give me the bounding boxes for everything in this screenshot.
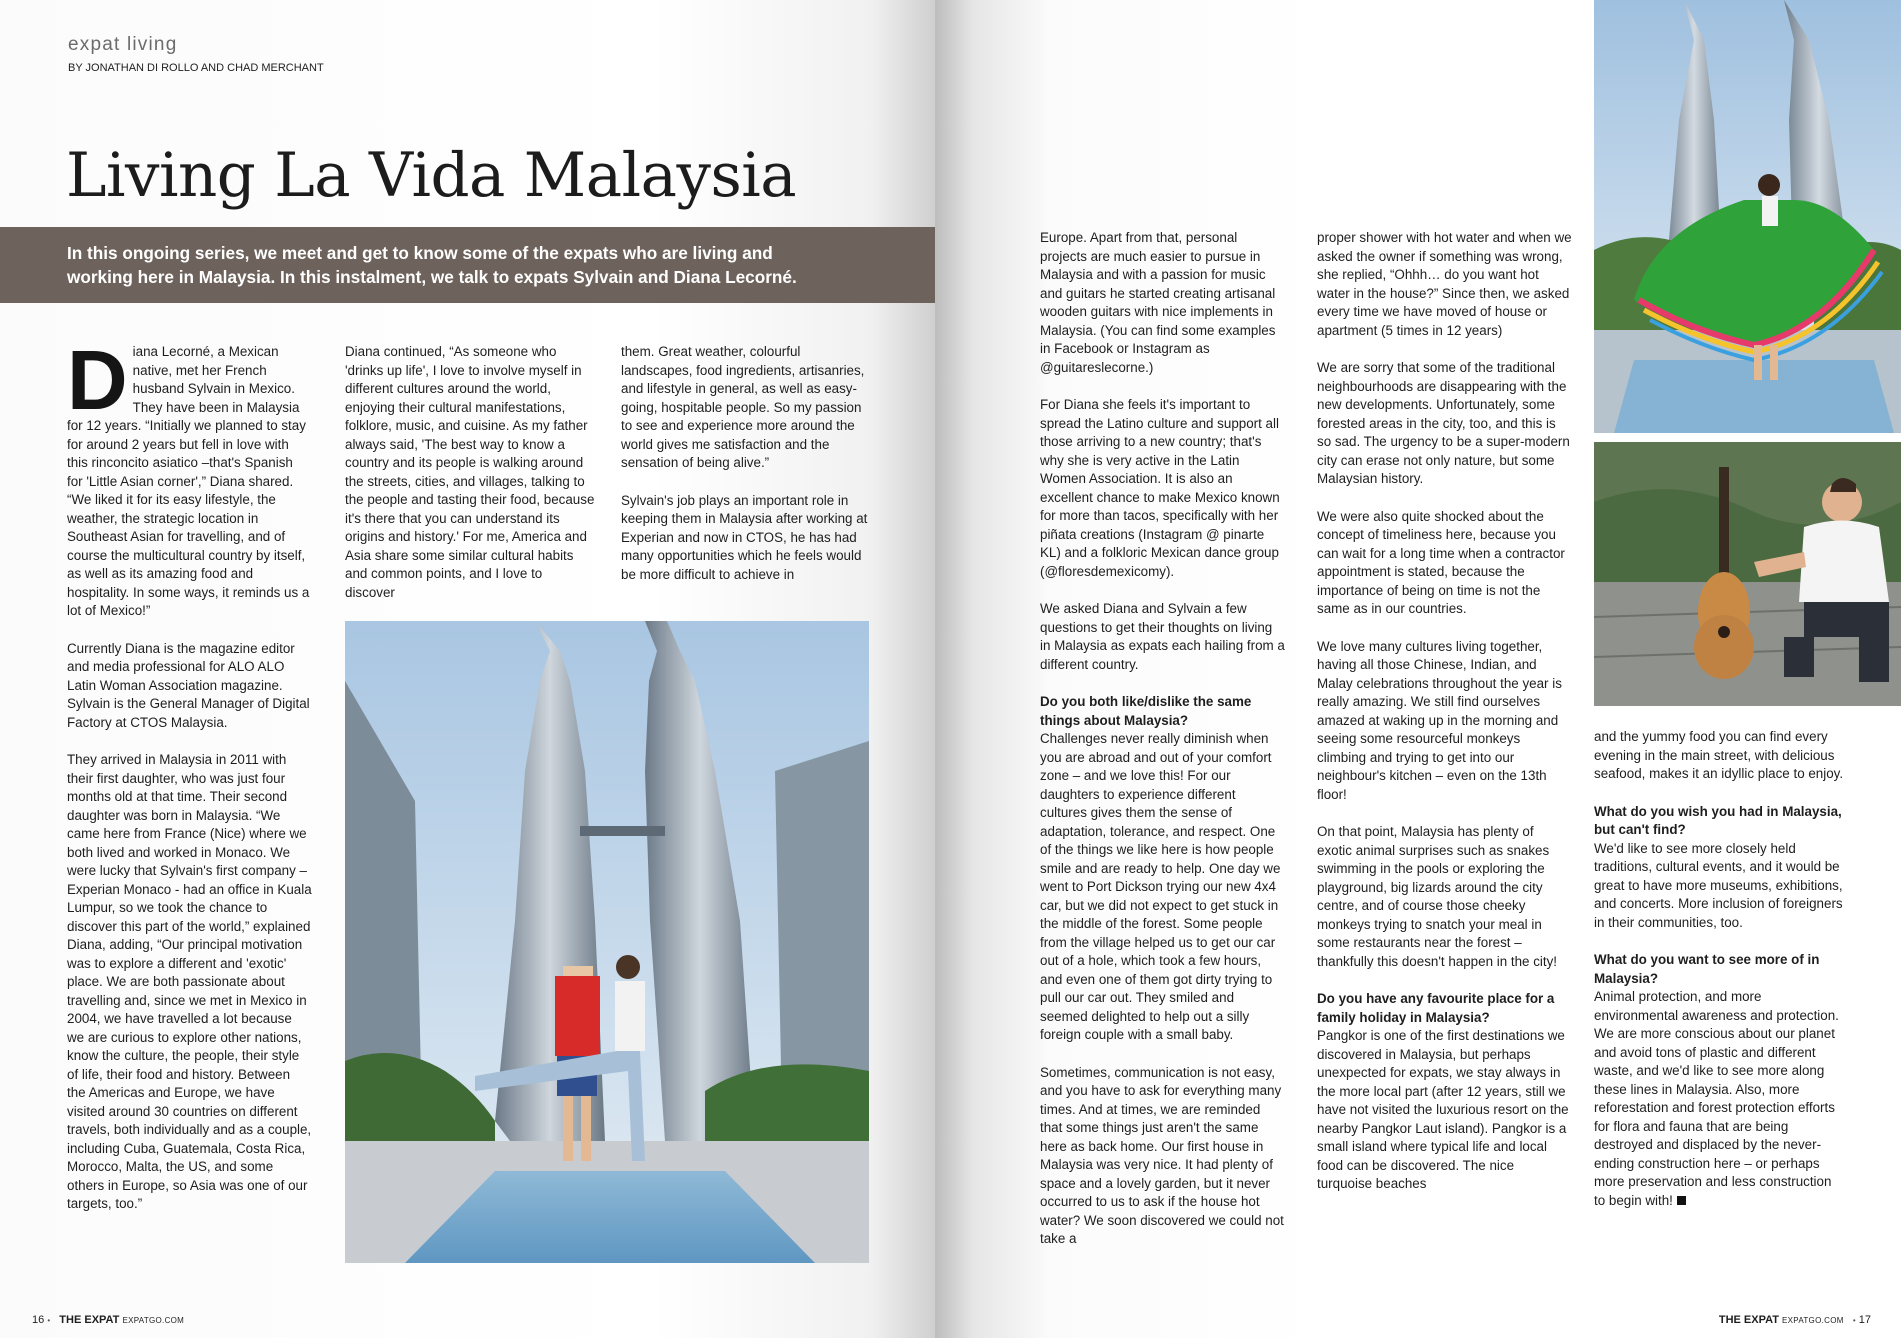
article-column-5 (1317, 229, 1572, 1213)
byline: BY JONATHAN DI ROLLO AND CHAD MERCHANT (68, 62, 324, 74)
section-tag: expat living (68, 34, 178, 55)
body-paragraph: proper shower with hot water and when we asked the owner if something was wrong, she replied, “Ohhh… do you want hot water in the house?” Since then, we asked every time we have moved of house or apartment (5 times in 12 years) (1317, 230, 1572, 338)
standfirst-band (0, 227, 935, 303)
body-paragraph: Europe. Apart from that, personal projects are much easier to pursue in Malaysia and with a passion for music and guitars he started creating artisanal wooden guitars with nice implements in Malaysia. (You can find some examples in Facebook or Instagram as @guitareslecorne.) (1040, 230, 1276, 375)
article-column-6 (1594, 728, 1844, 1229)
interview-question: What do you wish you had in Malaysia, but can't find? (1594, 803, 1842, 837)
body-paragraph: Sometimes, communication is not easy, and you have to ask for everything many times. And at times, we are reminded that some things just aren't the same here as back home. Our first house in Malaysia was very nice. It had plenty of space and a lovely garden, but it never occurred to us to ask if the house hot water? We soon discovered we could not take a (1040, 1064, 1284, 1246)
body-paragraph: We are sorry that some of the traditional neighbourhoods are disappearing with the new developments. Unfortunately, some forested areas in the city, too, and this is so sad. The urgency to be a super-modern city can erase not only nature, but some Malaysian history. (1317, 360, 1570, 486)
left-page (0, 0, 935, 1338)
petronas-towers-photo (345, 621, 869, 1263)
body-paragraph: We love many cultures living together, having all those Chinese, Indian, and Malay celebrations throughout the year is really amazing. We still find ourselves amazed at waking up in the morning and seeing some resourceful monkeys climbing and trying to get into our neighbour's kitchen – even on the 13th floor! (1317, 638, 1562, 802)
folio-separator: • (47, 1316, 51, 1325)
body-paragraph: They arrived in Malaysia in 2011 with their first daughter, who was just four months old at that time. Their second daughter was born in Malaysia. “We came here from France (Nice) where we both lived and worked in Monaco. We were lucky that Sylvain's first company – Experian Monaco - had an office in Kuala Lumpur, so we took the chance to discover this part of the world,” explained Diana, adding, “Our principal motivation was to explore a different and 'exotic' place. We are both passionate about travelling and, since we met in Mexico in 2004, we have travelled a lot because we are curious to explore other nations, know the culture, the people, their style of life, their food and history. Between the Americas and Europe, we have visited around 30 countries on different travels, both individually and as a couple, including Cuba, Guatemala, Costa Rica, Morocco, Malta, the US, and some others in Europe, so Asia was one of our targets, too.” (67, 752, 312, 1211)
article-column-2 (345, 343, 595, 621)
folkloric-dancer-photo (1594, 0, 1901, 433)
intro-paragraph-text: iana Lecorné, a Mexican native, met her French husband Sylvain in Mexico. They have been in Malaysia for 12 years. “Initially we planned to stay for around 2 years but fell in love with this rinconcito asiatico –that's Spanish for 'Little Asian corner',” Diana shared. “We liked it for its easy lifestyle, the weather, the strategic location in Southeast Asian for travelling, and of course the multicultural country by itself, as well as its amazing food and hospitality. In some ways, it reminds us a lot of Mexico!” (67, 344, 310, 618)
page-number: 16 (32, 1314, 45, 1326)
magazine-url: EXPATGO.COM (122, 1316, 185, 1325)
interview-question: Do you have any favourite place for a family holiday in Malaysia? (1317, 991, 1555, 1025)
drop-cap: D (67, 333, 128, 427)
end-of-article-mark (1677, 1196, 1686, 1205)
closing-paragraph-text: Animal protection, and more environmental awareness and protection. We are more conscious about our planet and avoid tons of plastic and different waste, and we'd like to see more along these lines in Malaysia. Also, more reforestation and forest protection efforts for flora and fauna that are being destroyed and displaced by the never-ending construction here – or perhaps more preservation and less construction to begin with! (1594, 989, 1839, 1208)
article-column-4 (1040, 229, 1285, 1268)
body-paragraph: We asked Diana and Sylvain a few questions to get their thoughts on living in Malaysia as expats each hailing from a different country. (1040, 601, 1285, 672)
body-paragraph: We'd like to see more closely held traditions, cultural events, and it would be great to have more museums, exhibitions, and concerts. More inclusion of foreigners in their communities, too. (1594, 840, 1843, 930)
interview-question: What do you want to see more of in Malaysia? (1594, 952, 1820, 986)
left-page-footer (32, 1314, 184, 1326)
standfirst-line-2: working here in Malaysia. In this instalment, we talk to expats Sylvain and Diana Lecorné. (67, 267, 797, 287)
body-paragraph: Currently Diana is the magazine editor and media professional for ALO ALO Latin Woman Association magazine. Sylvain is the General Manager of Digital Factory at CTOS Malaysia. (67, 640, 310, 730)
body-paragraph: Diana continued, “As someone who 'drinks up life', I love to involve myself in different cultures around the world, enjoying their cultural manifestations, folklore, music, and cuisine. As my father always said, 'The best way to know a country and its people is walking around the streets, cities, and villages, talking to the people and tasting their food, because it's there that you can understand its origins and history.' For me, America and Asia share some similar cultural habits and common points, and I love to discover (345, 344, 595, 600)
standfirst-line-1: In this ongoing series, we meet and get to know some of the expats who are living and (67, 243, 773, 263)
guitar-photo (1594, 442, 1901, 706)
folio-separator: • (1852, 1316, 1856, 1325)
interview-question: Do you both like/dislike the same things about Malaysia? (1040, 694, 1252, 728)
body-paragraph: them. Great weather, colourful landscapes, food ingredients, artisanries, and lifestyle in general, as well as easy-going, hospitable people. So my passion to see and experience more around the world gives me satisfaction and the sensation of being alive.” (621, 344, 865, 470)
body-paragraph: On that point, Malaysia has plenty of exotic animal surprises such as snakes swimming in the pools or exploring the playground, big lizards around the city centre, and of course those cheeky monkeys trying to snatch your meal in some restaurants near the forest – thankfully this doesn't happen in the city! (1317, 824, 1558, 969)
body-paragraph: Challenges never really diminish when you are abroad and out of your comfort zone – and we love this! For our daughters to experience different cultures gives them the sense of adaptation, tolerance, and respect. One of the things we like here is how people smile and are ready to help. One day we went to Port Dickson trying our new 4x4 car, but we did not expect to get stuck in the middle of the forest. Some people from the village helped us to get our car out of a hole, which took a few hours, and even one of them got dirty trying to pull our car out. They smiled and seemed delighted to help out a silly foreign couple with a small baby. (1040, 731, 1281, 1042)
right-page (935, 0, 1901, 1338)
body-paragraph: For Diana she feels it's important to spread the Latino culture and support all those arriving to a new country; that's why she is very active in the Latin Women Association. It is also an excellent chance to make Mexico known for more than tacos, specifically with her piñata creations (Instagram @ pinarte KL) and a folkloric Mexican dance group (@floresdemexicomy). (1040, 397, 1280, 579)
article-column-1 (67, 333, 312, 1233)
body-paragraph (1594, 988, 1844, 1210)
article-headline: Living La Vida Malaysia (66, 140, 797, 211)
body-paragraph: Sylvain's job plays an important role in keeping them in Malaysia after working at Experian and now in CTOS, he has had many opportunities which he feels would be more difficult to achieve in (621, 492, 868, 582)
body-paragraph: and the yummy food you can find every evening in the main street, with delicious seafood, makes it an idyllic place to enjoy. (1594, 729, 1844, 781)
magazine-brand: THE EXPAT (1718, 1314, 1779, 1326)
article-column-3 (621, 343, 871, 603)
body-paragraph: Pangkor is one of the first destinations we discovered in Malaysia, but perhaps unexpected for expats, we stay always in the more local part (after 12 years, still we have not visited the luxurious resort on the nearby Pangkor Laut island). Pangkor is a small island where typical life and local food can be discovered. The nice turquoise beaches (1317, 1028, 1569, 1191)
magazine-url: EXPATGO.COM (1782, 1316, 1844, 1325)
right-page-footer (1719, 1314, 1871, 1326)
intro-paragraph (67, 333, 312, 621)
body-paragraph: We were also quite shocked about the concept of timeliness here, because you can wait for a long time when a contractor appointment is stated, because the importance of being on time is not the same as in our countries. (1317, 508, 1565, 616)
magazine-brand: THE EXPAT (59, 1314, 120, 1326)
page-number: 17 (1858, 1314, 1871, 1326)
